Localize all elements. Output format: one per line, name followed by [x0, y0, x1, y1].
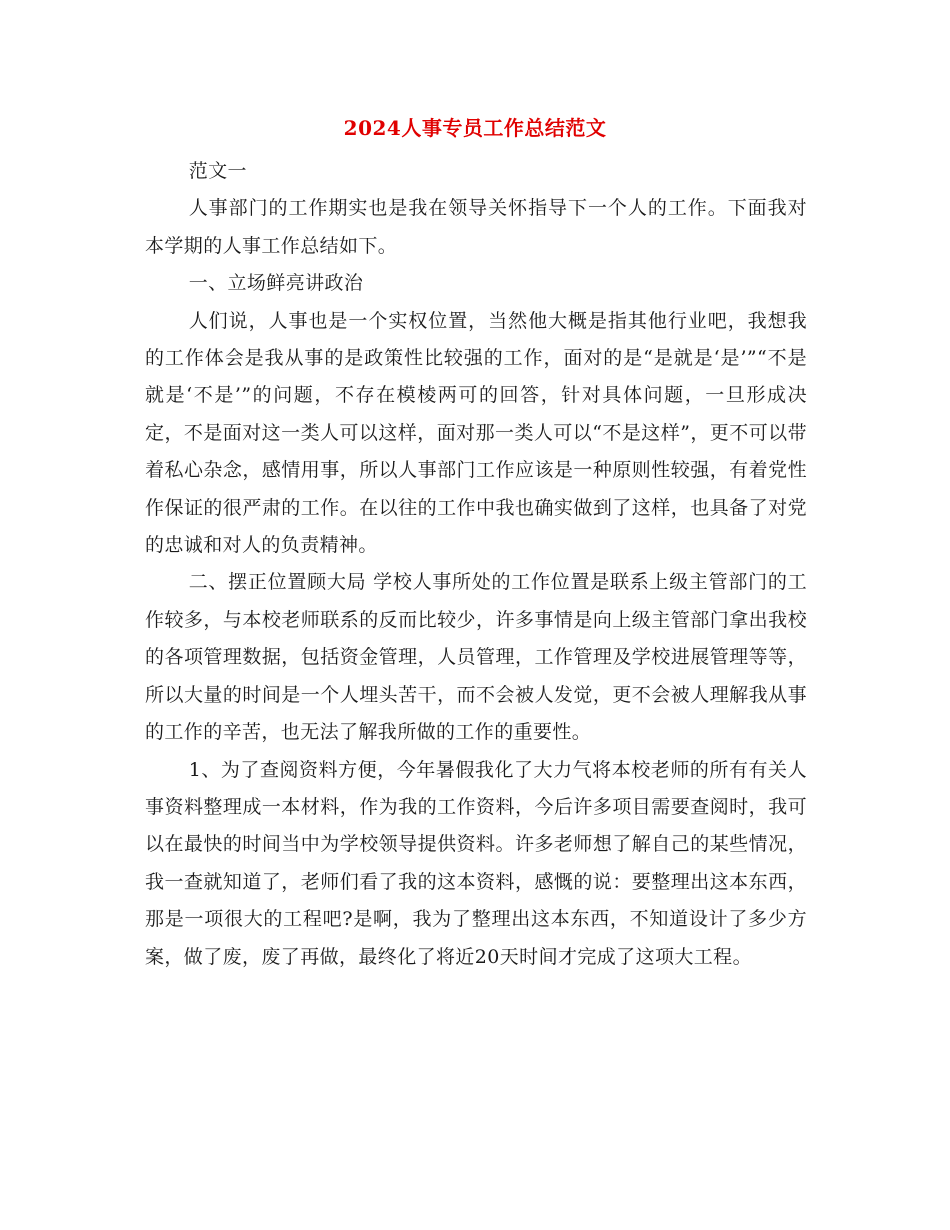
document-body: [145, 153, 807, 976]
paragraph-body-1: 人们说，人事也是一个实权位置，当然他大概是指其他行业吧，我想我的工作体会是我从事的是政策性比较强的工作，面对的是“是就是‘是’”“不是就是‘不是’”的问题，不存在模棱两可的回答，针对具体问题，一旦形成决定，不是面对这一类人可以这样，面对那一类人可以“不是这样”，更不可以带着私心杂念，感情用事，所以人事部门工作应该是一种原则性较强，有着党性作保证的很严肃的工作。在以往的工作中我也确实做到了这样，也具备了对党的忠诚和对人的负责精神。: [145, 309, 807, 557]
paragraph-body-2: 二、摆正位置顾大局 学校人事所处的工作位置是联系上级主管部门的工作较多，与本校老师联系的反而比较少，许多事情是向上级主管部门拿出我校的各项管理数据，包括资金管理，人员管理，工作管理及学校进展管理等等，所以大量的时间是一个人埋头苦干，而不会被人发觉，更不会被人理解我从事的工作的辛苦，也无法了解我所做的工作的重要性。: [145, 571, 807, 744]
paragraph-intro: 人事部门的工作期实也是我在领导关怀指导下一个人的工作。下面我对本学期的人事工作总结如下。: [145, 197, 807, 257]
paragraph-section-label: 范文一: [188, 160, 247, 182]
paragraph-body-3: 1、为了查阅资料方便，今年暑假我化了大力气将本校老师的所有有关人事资料整理成一本材料，作为我的工作资料，今后许多项目需要查阅时，我可以在最快的时间当中为学校领导提供资料。许多老师想了解自己的某些情况，我一查就知道了，老师们看了我的这本资料，感慨的说：要整理出这本东西，那是一项很大的工程吧?是啊，我为了整理出这本东西，不知道设计了多少方案，做了废，废了再做，最终化了将近20天时间才完成了这项大工程。: [145, 758, 807, 968]
document-title: 2024人事专员工作总结范文: [343, 116, 607, 140]
paragraph-heading-1: 一、立场鲜亮讲政治: [188, 272, 364, 295]
